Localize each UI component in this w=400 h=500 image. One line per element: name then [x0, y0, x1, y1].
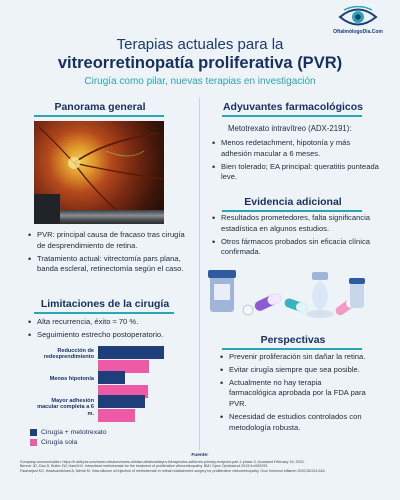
oct-scan-strip: [60, 210, 164, 224]
perspectivas-underline: [222, 348, 362, 350]
panorama-underline: [34, 115, 164, 117]
list-item: • PVR: principal causa de fracaso tras cirugía de desprendimiento de retina.: [28, 230, 188, 252]
list-item: • Necesidad de estudios controlados con metodología robusta.: [220, 412, 370, 434]
perspectivas-list: [220, 352, 370, 435]
adyuvantes-drug: Metotrexato intravítreo (ADX-2191):: [228, 124, 352, 133]
list-item: • Otros fármacos probados sin eficacia clínica confirmada.: [212, 237, 382, 259]
adyuvantes-underline: [222, 115, 362, 117]
bar-1-series-0: [98, 371, 125, 384]
bar-0-series-0: [98, 346, 164, 359]
legend-item-0: [30, 429, 107, 436]
perspectivas-heading: Perspectivas: [260, 334, 326, 346]
evidencia-list: [212, 213, 382, 260]
source-line: Benner JD, Dao D, Butler JW, Hamill KI. Intravitreal methotrexate for the treatment of proliferative vitreoretinopathy. BMJ Open Ophthalmol 2019;4:e000293.: [20, 464, 269, 469]
panorama-list: [28, 230, 188, 277]
logo-text: OftalmólogoDia.Com: [333, 29, 383, 35]
list-item: • Actualmente no hay terapia farmacológica aprobada por la FDA para PVR.: [220, 378, 370, 410]
adyuvantes-list: [212, 138, 380, 185]
logo: [330, 6, 386, 35]
bar-label-0: Reducción de redesprendimiento: [43, 348, 94, 361]
legend-swatch-1: [30, 439, 37, 446]
sources-heading: Fuente:: [191, 453, 209, 458]
subtitle: Cirugía como pilar, nuevas terapias en investigación: [84, 76, 316, 87]
adyuvantes-heading: Adyuvantes farmacológicos: [222, 101, 364, 113]
legend-label-0: Cirugía + metotrexato: [41, 429, 107, 436]
list-item: • Prevenir proliferación sin dañar la retina.: [220, 352, 370, 363]
evidencia-heading: Evidencia adicional: [244, 196, 342, 208]
evidencia-underline: [222, 210, 362, 212]
limitaciones-heading: Limitaciones de la cirugía: [40, 298, 170, 310]
legend-label-1: Cirugía sola: [41, 439, 78, 446]
list-item: • Alta recurrencia, éxito ≈ 70 %.: [28, 317, 193, 328]
column-divider: [199, 98, 200, 450]
title-line-2: vitreorretinopatía proliferativa (PVR): [57, 54, 343, 72]
sources: [20, 453, 380, 473]
list-item: • Menos redetachment, hipotonía y más adhesión macular a 6 meses.: [212, 138, 380, 160]
source-line: Falavarjani KG, Hadavandkhani A, Mehdi M. Intra-silicone oil injection of methotrexate in retinal reattachment surgery for proliferative vitreoretinopathy. Ocul Immunol Inflamm 2020;28:513-516.: [20, 468, 326, 473]
limitaciones-list: [28, 317, 193, 343]
panorama-heading: Panorama general: [54, 101, 146, 113]
legend-item-1: [30, 439, 77, 446]
list-item: • Resultados prometedores, falta significancia estadística en algunos estudios.: [212, 213, 382, 235]
bar-label-2: Mayor adhesión macular completa a 6 m.: [37, 398, 94, 417]
title-line-1: Terapias actuales para la: [116, 36, 284, 53]
outcomes-bar-chart: [30, 340, 180, 460]
legend-swatch-0: [30, 429, 37, 436]
list-item: • Seguimiento estrecho postoperatorio.: [28, 330, 193, 341]
bar-2-series-1: [98, 409, 135, 422]
limitaciones-underline: [34, 312, 174, 314]
bar-2-series-0: [98, 395, 145, 408]
pills-illustration-icon: [208, 266, 368, 320]
list-item: • Bien tolerado; EA principal: queratitis punteada leve.: [212, 162, 380, 184]
bar-label-1: Menos hipotonía: [49, 376, 94, 382]
list-item: • Tratamiento actual: vitrectomía pars plana, banda escleral, retinectomía según el caso.: [28, 254, 188, 276]
oct-scan-thumb: [34, 194, 60, 224]
eye-logo-icon: [338, 6, 378, 28]
source-line: Company communication: https://ir.aldeyra.com/news-releases/news-release-details/aldeyra-therapeutics-achieves-primary-endpoint-part-1-phase-3. Accessed February 15, 2023.: [20, 459, 305, 464]
list-item: • Evitar cirugía siempre que sea posible.: [220, 365, 370, 376]
